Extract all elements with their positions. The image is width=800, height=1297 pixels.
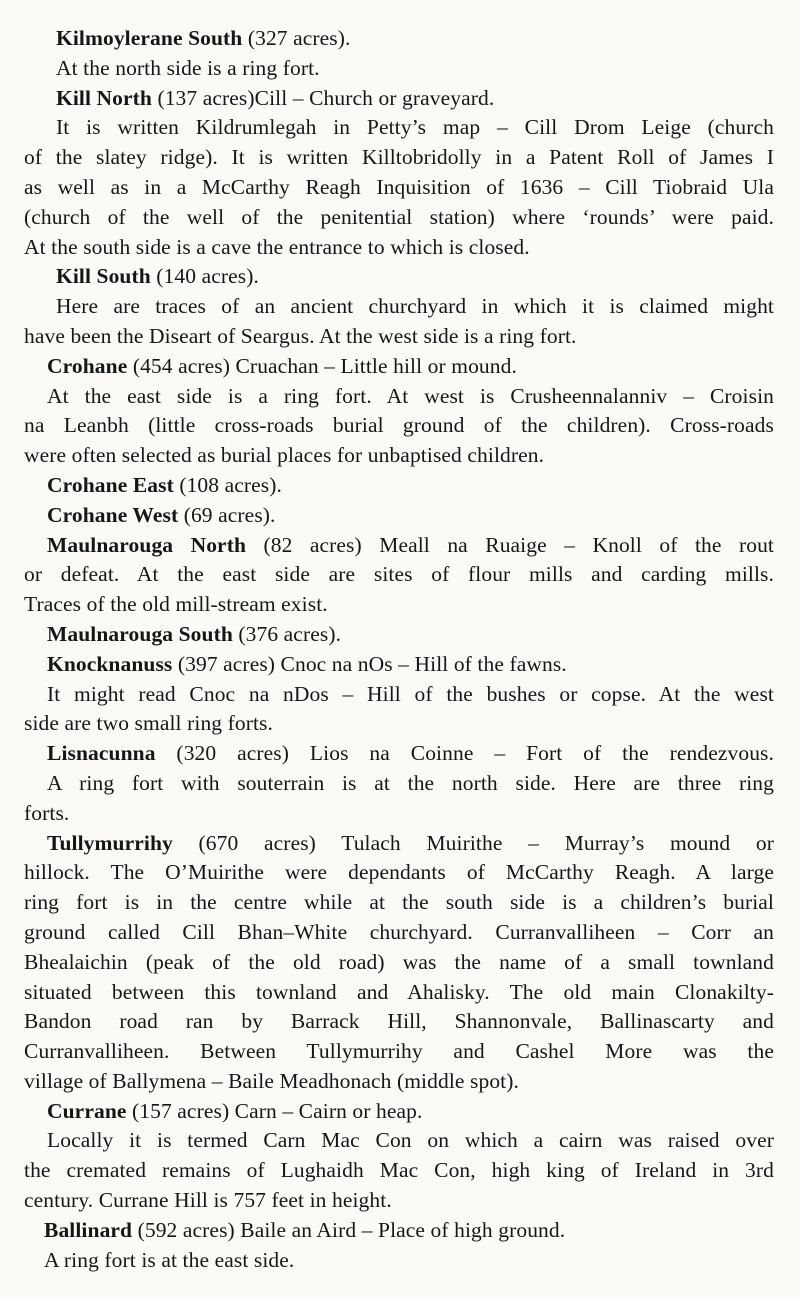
townland-name: Crohane [47, 353, 128, 378]
townland-acreage: (69 acres). [178, 502, 276, 527]
townland-acreage: (670 acres) Tulach Muirithe – Murray’s mound or [172, 830, 774, 855]
townland-name: Tullymurrihy [47, 830, 173, 855]
townland-acreage: (376 acres). [232, 621, 342, 646]
entry-heading [24, 650, 774, 680]
entry-heading [24, 1216, 774, 1246]
townland-acreage: (327 acres). [242, 26, 351, 50]
townland-name: Kill North [56, 85, 152, 110]
townland-name: Kilmoylerane South [56, 26, 243, 50]
townland-entry [24, 1216, 774, 1276]
townland-name: Kill South [56, 264, 151, 289]
townland-entry [24, 501, 774, 531]
entry-text-line: Bandon road ran by Barrack Hill, Shannonvale, Ballinascarty and [24, 1009, 774, 1034]
townland-entry [24, 531, 774, 620]
townland-acreage: (454 acres) Cruachan – Little hill or mound. [127, 353, 517, 378]
entry-text-line: At the north side is a ring fort. [56, 55, 320, 80]
entry-heading [24, 739, 774, 769]
entry-text-line: Locally it is termed Carn Mac Con on which a cairn was raised over [47, 1128, 774, 1153]
entry-heading [24, 24, 774, 54]
entry-heading [24, 352, 774, 382]
townland-acreage: (140 acres). [150, 264, 259, 289]
entry-text-line: were often selected as burial places for unbaptised children. [24, 443, 545, 468]
entry-text-line: have been the Diseart of Seargus. At the west side is a ring fort. [24, 323, 577, 348]
entry-text-line: It might read Cnoc na nDos – Hill of the bushes or copse. At the west [47, 681, 774, 706]
entry-text-line: forts. [24, 800, 70, 825]
townland-entry [24, 1097, 774, 1216]
entry-text-line: ground called Cill Bhan–White churchyard. Curranvalliheen – Corr an [24, 919, 774, 944]
townland-entry [24, 84, 774, 263]
entry-heading [24, 501, 774, 531]
townland-acreage: (320 acres) Lios na Coinne – Fort of the rendezvous. [155, 741, 774, 766]
entry-text-line: of the slatey ridge). It is written Killtobridolly in a Patent Roll of James I [24, 145, 774, 170]
entry-text-line: A ring fort is at the east side. [44, 1247, 295, 1272]
townland-name: Crohane West [47, 502, 179, 527]
entry-text-line: A ring fort with souterrain is at the north side. Here are three ring [47, 770, 774, 795]
townland-name: Crohane East [47, 472, 174, 497]
entry-text-line: village of Ballymena – Baile Meadhonach (middle spot). [24, 1068, 519, 1093]
entry-text-line: the cremated remains of Lughaidh Mac Con, high king of Ireland in 3rd [24, 1158, 774, 1183]
townland-name: Ballinard [44, 1217, 133, 1242]
entry-text-line: At the south side is a cave the entrance to which is closed. [24, 234, 530, 259]
townland-acreage: (592 acres) Baile an Aird – Place of high ground. [132, 1217, 566, 1242]
entry-heading [24, 471, 774, 501]
entry-text-line: ring fort is in the centre while at the south side is a children’s burial [24, 890, 774, 915]
entry-text-line: hillock. The O’Muirithe were dependants of McCarthy Reagh. A large [24, 860, 774, 885]
townland-name: Knocknanuss [47, 651, 173, 676]
entry-text-line: side are two small ring forts. [24, 711, 274, 736]
townland-acreage: (397 acres) Cnoc na nOs – Hill of the fawns. [172, 651, 567, 676]
entry-heading [24, 84, 774, 114]
townland-name: Currane [47, 1098, 127, 1123]
townland-name: Maulnarouga South [47, 621, 233, 646]
entry-text-line: as well as in a McCarthy Reagh Inquisition of 1636 – Cill Tiobraid Ula [24, 174, 774, 199]
entry-text-line: Traces of the old mill-stream exist. [24, 592, 328, 617]
townland-entry [24, 24, 774, 84]
townland-acreage: (157 acres) Carn – Cairn or heap. [126, 1098, 423, 1123]
entry-heading [24, 262, 774, 292]
entry-heading [24, 829, 774, 859]
townland-entry [24, 829, 774, 1097]
entry-heading [24, 531, 774, 561]
townland-entry [24, 262, 774, 351]
entry-text-line: or defeat. At the east side are sites of flour mills and carding mills. [24, 562, 774, 587]
entry-text-line: Curranvalliheen. Between Tullymurrihy and Cashel More was the [24, 1039, 774, 1064]
entry-text-line: Here are traces of an ancient churchyard in which it is claimed might [56, 294, 774, 319]
entry-heading [24, 1097, 774, 1127]
entry-text-line: At the east side is a ring fort. At west is Crusheennalanniv – Croisin [47, 383, 774, 408]
entry-text-line: situated between this townland and Ahalisky. The old main Clonakilty- [24, 979, 774, 1004]
townland-entry [24, 650, 774, 739]
townland-acreage: (82 acres) Meall na Ruaige – Knoll of the rout [246, 532, 774, 557]
entry-text-line: century. Currane Hill is 757 feet in height. [24, 1188, 392, 1213]
townland-acreage: (108 acres). [173, 472, 282, 497]
townland-entry [24, 739, 774, 828]
entry-text-line: Bhealaichin (peak of the old road) was the name of a small townland [24, 949, 774, 974]
entry-text-line: It is written Kildrumlegah in Petty’s map – Cill Drom Leige (church [56, 115, 774, 140]
entry-text-line: (church of the well of the penitential station) where ‘rounds’ were paid. [24, 204, 774, 229]
townland-entry [24, 352, 774, 471]
entry-heading [24, 620, 774, 650]
townland-name: Lisnacunna [47, 741, 156, 766]
townland-acreage: (137 acres)Cill – Church or graveyard. [151, 85, 495, 110]
entry-text-line: na Leanbh (little cross-roads burial ground of the children). Cross-roads [24, 413, 774, 438]
townland-entry [24, 620, 774, 650]
townland-entry [24, 471, 774, 501]
townland-name: Maulnarouga North [47, 532, 247, 557]
